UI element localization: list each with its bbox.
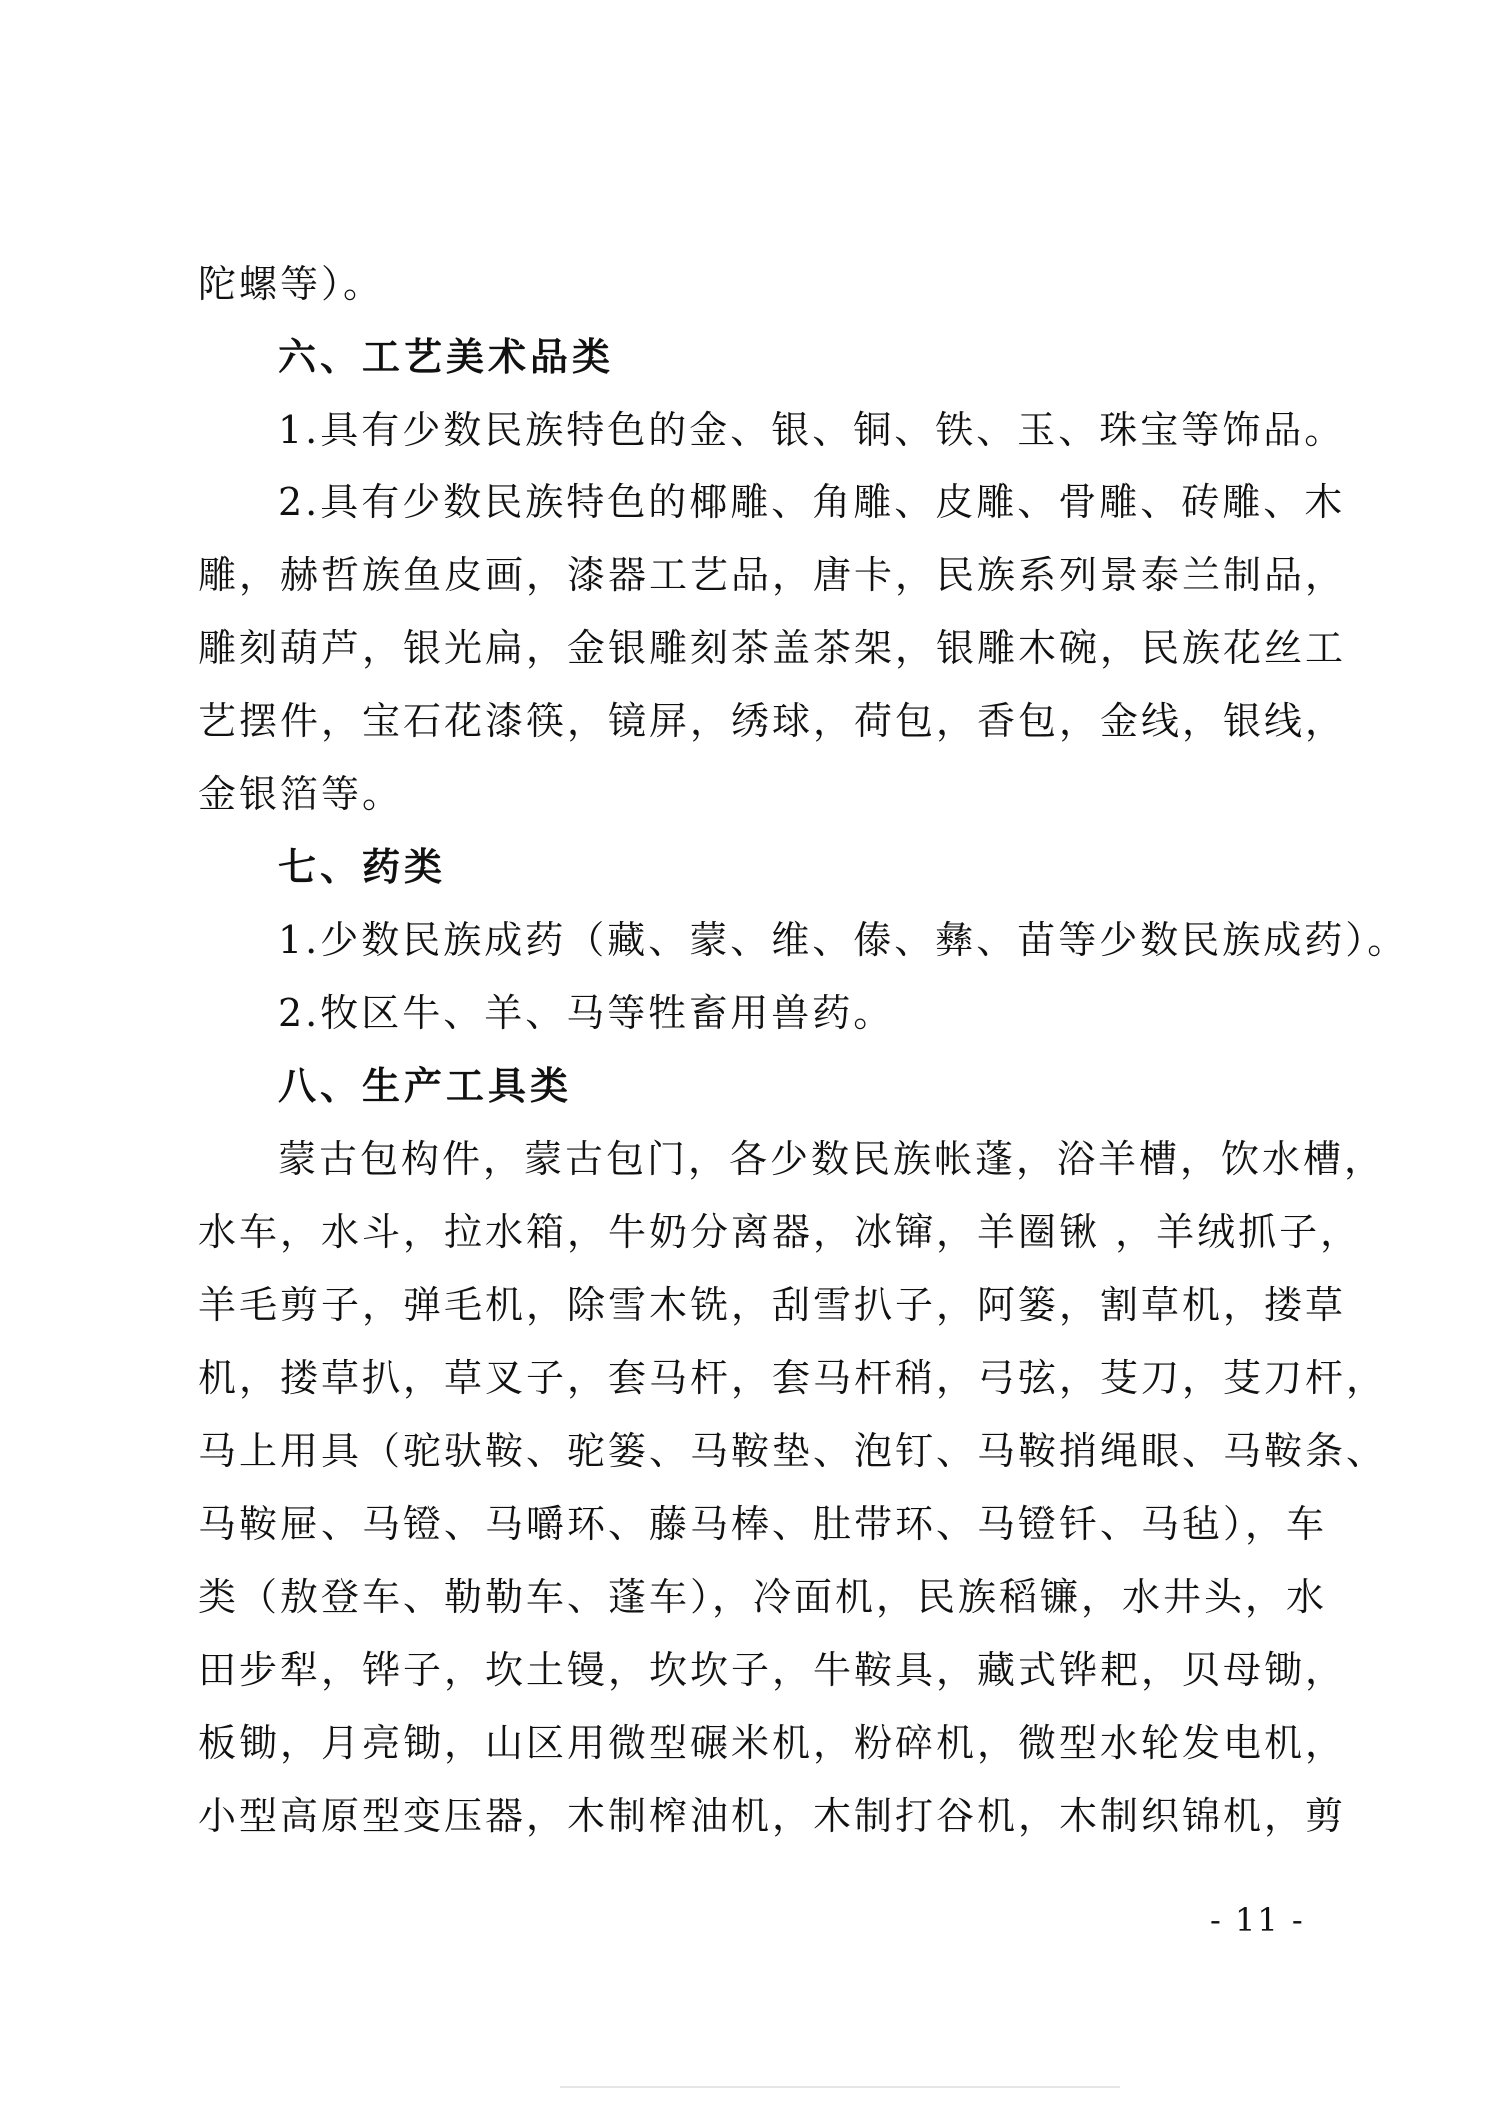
text-line: 板锄，月亮锄，山区用微型碾米机，粉碎机，微型水轮发电机， (198, 1721, 1347, 1765)
section-heading-crafts: 六、工艺美术品类 (278, 334, 615, 379)
text-line: 类（敖登车、勒勒车、蓬车），冷面机，民族稻镰，水井头，水 (198, 1575, 1328, 1619)
text-line: 水车，水斗，拉水箱，牛奶分离器，冰镩，羊圈锹 ，羊绒抓子， (198, 1210, 1362, 1254)
text-line: 1.少数民族成药（藏、蒙、维、傣、彝、苗等少数民族成药）。 (278, 918, 1409, 962)
text-line: 2.牧区牛、羊、马等牲畜用兽药。 (278, 991, 895, 1035)
text-line: 陀螺等）。 (198, 262, 385, 306)
text-line: 田步犁，铧子，坎土镘，坎坎子，牛鞍具，藏式铧耙，贝母锄， (198, 1648, 1347, 1692)
text-line: 雕刻葫芦，银光扁，金银雕刻茶盖茶架，银雕木碗，民族花丝工 (198, 626, 1347, 670)
text-line: 马鞍屉、马镫、马嚼环、藤马棒、肚带环、马镫钎、马毡），车 (198, 1502, 1328, 1546)
section-heading-tools: 八、生产工具类 (278, 1063, 573, 1108)
text-line: 羊毛剪子，弹毛机，除雪木铣，刮雪扒子，阿篓，割草机，搂草 (198, 1283, 1347, 1327)
text-line: 机，搂草扒，草叉子，套马杆，套马杆稍，弓弦，芟刀，芟刀杆， (198, 1356, 1388, 1400)
text-line: 马上用具（驼驮鞍、驼篓、马鞍垫、泡钉、马鞍捎绳眼、马鞍条、 (198, 1429, 1388, 1473)
text-line: 艺摆件，宝石花漆筷，镜屏，绣球，荷包，香包，金线，银线， (198, 699, 1347, 743)
text-line: 蒙古包构件，蒙古包门，各少数民族帐蓬，浴羊槽，饮水槽， (278, 1137, 1386, 1181)
text-line: 雕，赫哲族鱼皮画，漆器工艺品，唐卡，民族系列景泰兰制品， (198, 553, 1347, 597)
text-line: 1.具有少数民族特色的金、银、铜、铁、玉、珠宝等饰品。 (278, 408, 1346, 452)
text-line: 小型高原型变压器，木制榨油机，木制打谷机，木制织锦机，剪 (198, 1794, 1347, 1838)
section-heading-medicine: 七、药类 (278, 844, 447, 889)
text-line: 金银箔等。 (198, 772, 404, 816)
text-line: 2.具有少数民族特色的椰雕、角雕、皮雕、骨雕、砖雕、木 (278, 480, 1346, 524)
scan-edge-line (560, 2086, 1120, 2088)
page-number: - 11 - (1210, 1901, 1305, 1939)
